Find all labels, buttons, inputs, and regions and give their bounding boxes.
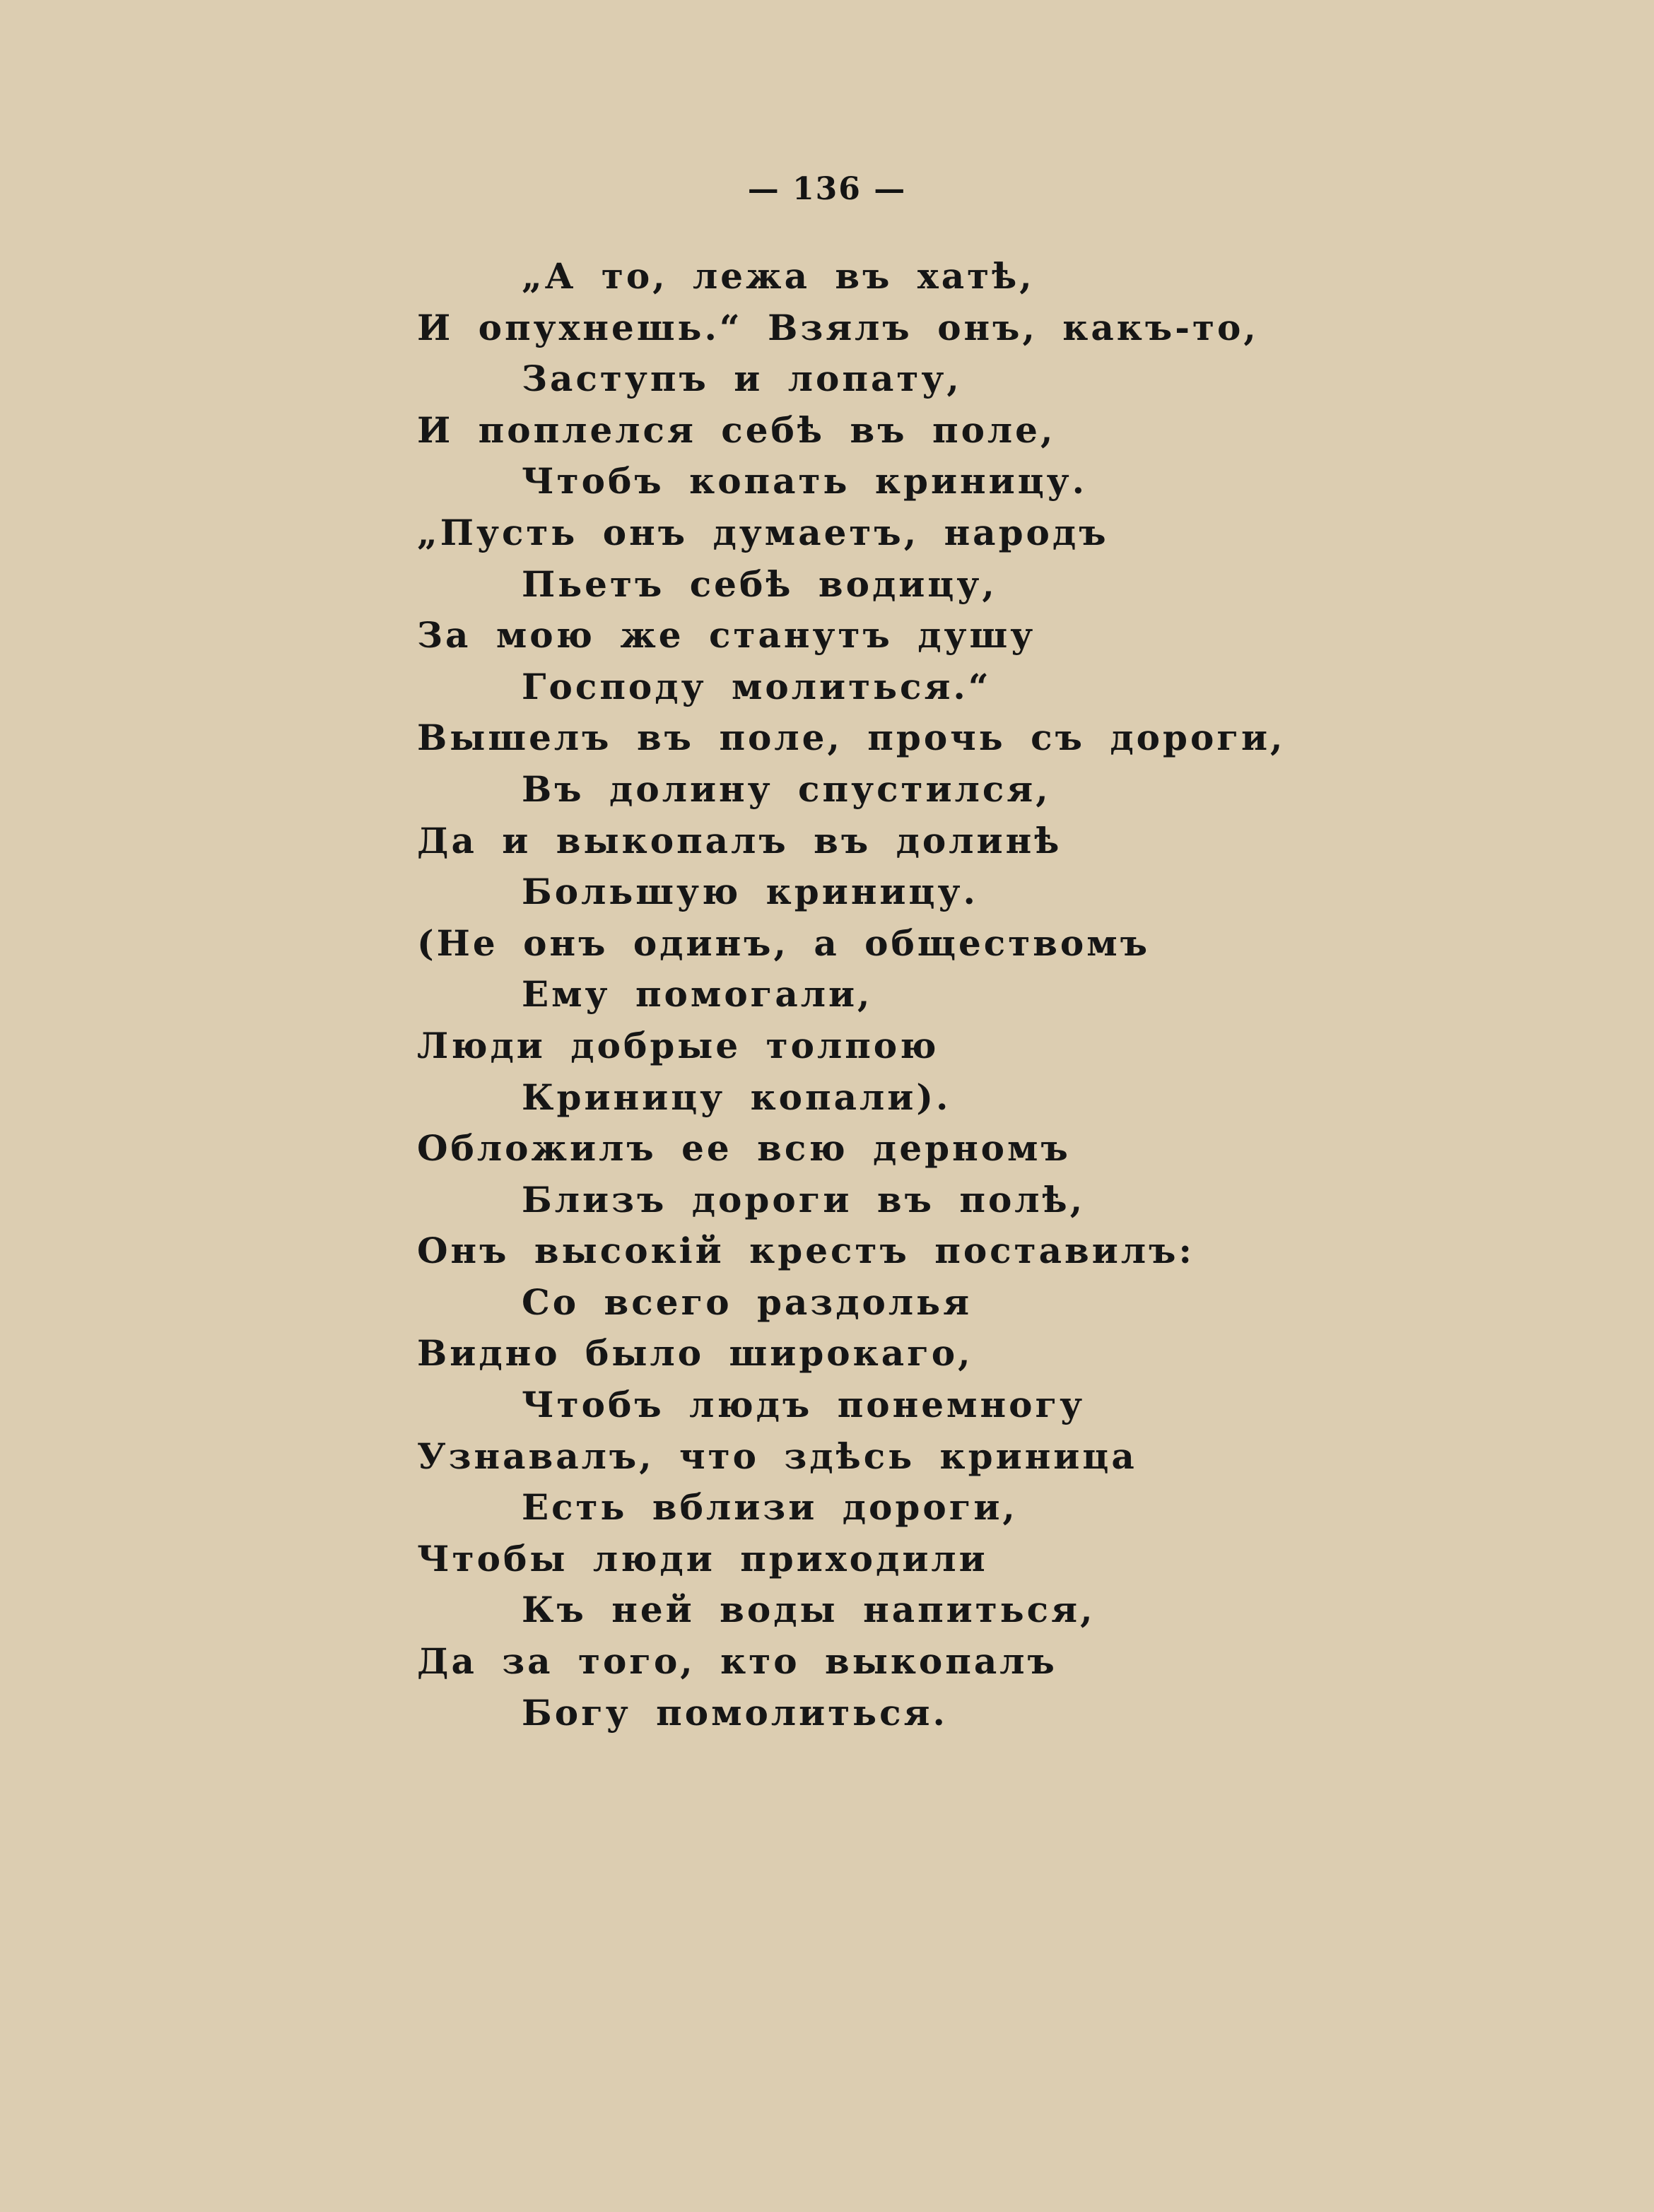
poem-line: Чтобъ людъ понемногу <box>522 1384 1086 1426</box>
poem-line: (Не онъ одинъ, а обществомъ <box>417 922 1151 964</box>
poem-line: Обложилъ ее всю дерномъ <box>417 1127 1071 1170</box>
poem-line: За мою же станутъ душу <box>417 614 1036 657</box>
poem-line: Близъ дороги въ полѣ, <box>522 1178 1086 1220</box>
poem-line: Со всего раздолья <box>522 1281 973 1323</box>
poem-line: И опухнешь.“ Взялъ онъ, какъ-то, <box>417 306 1259 348</box>
poem-line: „Пусть онъ думаетъ, народъ <box>417 511 1109 553</box>
poem-line: Ему помогали, <box>522 973 873 1016</box>
poem-line: Къ ней воды напиться, <box>522 1589 1096 1631</box>
poem-line: Заступъ и лопату, <box>522 358 962 400</box>
poem-line: „А то, лежа въ хатѣ, <box>522 255 1035 297</box>
poem-line: Криницу копали). <box>522 1076 951 1118</box>
poem-line: Видно было широкаго, <box>417 1332 973 1375</box>
poem-line: Люди добрые толпою <box>417 1024 939 1066</box>
poem-line: Есть вблизи дороги, <box>522 1486 1018 1529</box>
poem-line: Чтобы люди приходили <box>417 1537 988 1579</box>
page-number: — 136 — <box>747 171 907 207</box>
poem-line: Онъ высокій крестъ поставилъ: <box>417 1230 1195 1272</box>
poem-line: Пьетъ себѣ водицу, <box>522 563 997 605</box>
poem-line: Большую криницу. <box>522 871 978 913</box>
poem-line: Да за того, кто выкопалъ <box>417 1640 1057 1683</box>
poem-text <box>417 251 1336 1739</box>
poem-line: Узнавалъ, что здѣсь криница <box>417 1435 1137 1477</box>
poem-line: Вышелъ въ поле, прочь съ дороги, <box>417 717 1286 759</box>
poem-line: Да и выкопалъ въ долинѣ <box>417 819 1062 861</box>
poem-line: Господу молиться.“ <box>522 665 992 707</box>
poem-line: Чтобъ копать криницу. <box>522 460 1088 502</box>
poem-line: Въ долину спустился, <box>522 767 1051 810</box>
poem-line: Богу помолиться. <box>522 1691 948 1734</box>
poem-line: И поплелся себѣ въ поле, <box>417 408 1056 451</box>
